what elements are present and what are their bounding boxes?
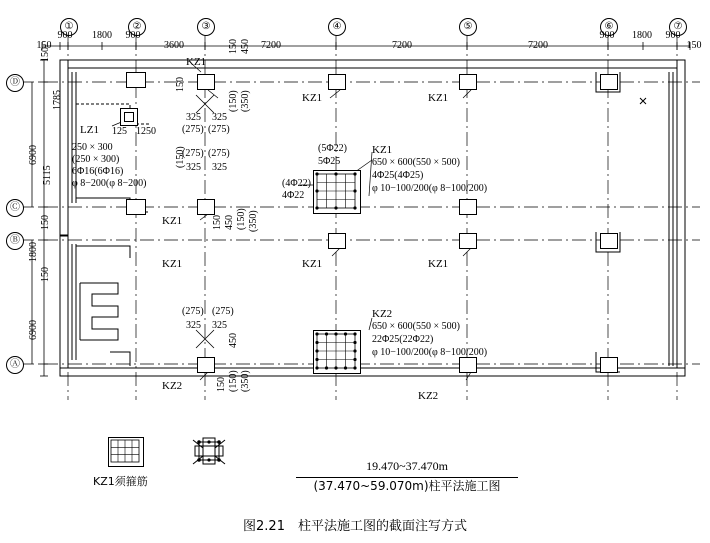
title-rule xyxy=(296,477,518,478)
dim-left-1785: 1785 xyxy=(52,90,63,110)
dim-275-lower-a: (275) xyxy=(182,306,204,317)
label-kz1-f: KZ1 xyxy=(302,258,323,270)
kz1-top-bars: 5Φ25 xyxy=(318,156,341,167)
dim-325d: 325 xyxy=(212,162,227,173)
legend-section-symbol xyxy=(108,437,144,467)
dim-top-150a: 150 xyxy=(36,40,52,51)
kz1-spec-title: KZ1 xyxy=(372,144,393,156)
dim-left-150a: 150 xyxy=(40,47,51,62)
column-marker xyxy=(197,199,215,215)
dim-top-900b: 900 xyxy=(125,30,141,41)
grid-bubble-7: ⑦ xyxy=(669,18,687,36)
column-marker xyxy=(600,233,618,249)
lz1-spec-2: (250 × 300) xyxy=(72,154,120,165)
column-marker xyxy=(459,199,477,215)
kz1-top-bars-paren: (5Φ22) xyxy=(318,143,347,154)
grid-bubble-D: Ⓓ xyxy=(6,74,24,92)
lz1-spec-1: 250 × 300 xyxy=(72,142,113,153)
dim-450-c: 450 xyxy=(224,215,235,230)
column-marker xyxy=(600,74,618,90)
kz2-spec-title: KZ2 xyxy=(372,308,393,320)
kz1-spec-3: φ 10−100/200(φ 8−100/200) xyxy=(372,183,488,194)
dim-top-900a: 900 xyxy=(57,30,73,41)
kz1-spec-1: 650 × 600(550 × 500) xyxy=(372,157,460,168)
lz1-dim-125: 125 xyxy=(112,126,127,137)
label-kz1-g: KZ1 xyxy=(428,258,449,270)
dim-350-v-a: (350) xyxy=(240,90,251,112)
label-kz1-c: KZ1 xyxy=(428,92,449,104)
dim-left-6900a: 6900 xyxy=(28,145,39,165)
dim-150-v-d: (150) xyxy=(175,146,186,168)
label-lz1: LZ1 xyxy=(80,124,99,136)
dim-top-900d: 900 xyxy=(665,30,681,41)
grid-bubble-1: ① xyxy=(60,18,78,36)
column-marker xyxy=(126,72,146,88)
grid-bubble-6: ⑥ xyxy=(600,18,618,36)
dim-left-6900b: 6900 xyxy=(28,320,39,340)
grid-bubble-4: ④ xyxy=(328,18,346,36)
column-marker xyxy=(459,357,477,373)
lz1-spec-3: 6Φ16(6Φ16) xyxy=(72,166,124,177)
title-line-1: 19.470~37.470m xyxy=(366,459,448,473)
kz2-spec-2: 22Φ25(22Φ22) xyxy=(372,334,434,345)
kz1-side-bars-paren: (4Φ22) xyxy=(282,178,311,189)
label-kz1-a: KZ1 xyxy=(186,56,207,68)
column-marker xyxy=(328,74,346,90)
label-kz1-d: KZ1 xyxy=(162,215,183,227)
dim-top-7200a: 7200 xyxy=(261,40,281,51)
column-marker xyxy=(126,199,146,215)
dim-325c: 325 xyxy=(186,162,201,173)
kz2-spec-3: φ 10−100/200(φ 8−100/200) xyxy=(372,347,488,358)
dim-150-v-c: 150 xyxy=(175,77,186,92)
grid-bubble-C: Ⓒ xyxy=(6,199,24,217)
label-kz2-a: KZ2 xyxy=(162,380,183,392)
dim-top-7200c: 7200 xyxy=(528,40,548,51)
dim-275b: (275) xyxy=(208,124,230,135)
dim-left-1800: 1800 xyxy=(28,242,39,262)
column-marker xyxy=(197,74,215,90)
dim-left-150b: 150 xyxy=(40,215,51,230)
dim-150-paren-c: (150) xyxy=(236,208,247,230)
dim-150-lower: 150 xyxy=(216,377,227,392)
label-kz1-b: KZ1 xyxy=(302,92,323,104)
kz2-section-detail xyxy=(313,330,361,374)
dim-325a: 325 xyxy=(186,112,201,123)
dim-325-lower-b: 325 xyxy=(212,320,227,331)
dim-450-v-a: 450 xyxy=(240,39,251,54)
lz1-inner xyxy=(124,112,134,122)
label-kz1-e: KZ1 xyxy=(162,258,183,270)
dim-top-150b: 150 xyxy=(686,40,702,51)
dim-350-paren-lower: (350) xyxy=(240,370,251,392)
kz1-side-bars: 4Φ22 xyxy=(282,190,305,201)
grid-bubble-5: ⑤ xyxy=(459,18,477,36)
dim-275a: (275) xyxy=(182,124,204,135)
column-marker xyxy=(459,74,477,90)
legend-label: KZ1须箍筋 xyxy=(93,475,148,488)
dim-top-7200b: 7200 xyxy=(392,40,412,51)
kz1-spec-2: 4Φ25(4Φ25) xyxy=(372,170,424,181)
dim-top-1800a: 1800 xyxy=(92,30,112,41)
dim-325-lower-a: 325 xyxy=(186,320,201,331)
dim-left-5115: 5115 xyxy=(42,165,53,185)
grid-bubble-3: ③ xyxy=(197,18,215,36)
dim-150-v-b: (150) xyxy=(228,90,239,112)
dim-left-150c: 150 xyxy=(40,267,51,282)
column-marker xyxy=(328,233,346,249)
grid-bubble-2: ② xyxy=(128,18,146,36)
legend-tie-symbol xyxy=(185,432,245,482)
dim-450-lower: 450 xyxy=(228,333,239,348)
dim-150-v-a: 150 xyxy=(228,39,239,54)
dim-top-900c: 900 xyxy=(599,30,615,41)
figure-caption: 图2.21 柱平法施工图的截面注写方式 xyxy=(243,519,467,534)
title-line-2: (37.470~59.070m)柱平法施工图 xyxy=(313,479,501,493)
dim-top-3600: 3600 xyxy=(164,40,184,51)
dim-350-paren-c: (350) xyxy=(248,210,259,232)
kz2-spec-1: 650 × 600(550 × 500) xyxy=(372,321,460,332)
dim-325b: 325 xyxy=(212,112,227,123)
label-kz2-b: KZ2 xyxy=(418,390,439,402)
dim-275d: (275) xyxy=(208,148,230,159)
lz1-dim-1250: 1250 xyxy=(136,126,156,137)
dim-top-1800b: 1800 xyxy=(632,30,652,41)
dim-275c: (275) xyxy=(182,148,204,159)
grid-bubble-A: Ⓐ xyxy=(6,356,24,374)
column-marker xyxy=(600,357,618,373)
lz1-spec-4: φ 8−200(φ 8−200) xyxy=(72,178,147,189)
dim-150-paren-lower: (150) xyxy=(228,370,239,392)
dim-150-450-c: 150 xyxy=(212,215,223,230)
grid-bubble-B: Ⓑ xyxy=(6,232,24,250)
column-marker xyxy=(459,233,477,249)
kz1-section-detail xyxy=(313,170,361,214)
dim-275-lower-b: (275) xyxy=(212,306,234,317)
column-marker xyxy=(197,357,215,373)
